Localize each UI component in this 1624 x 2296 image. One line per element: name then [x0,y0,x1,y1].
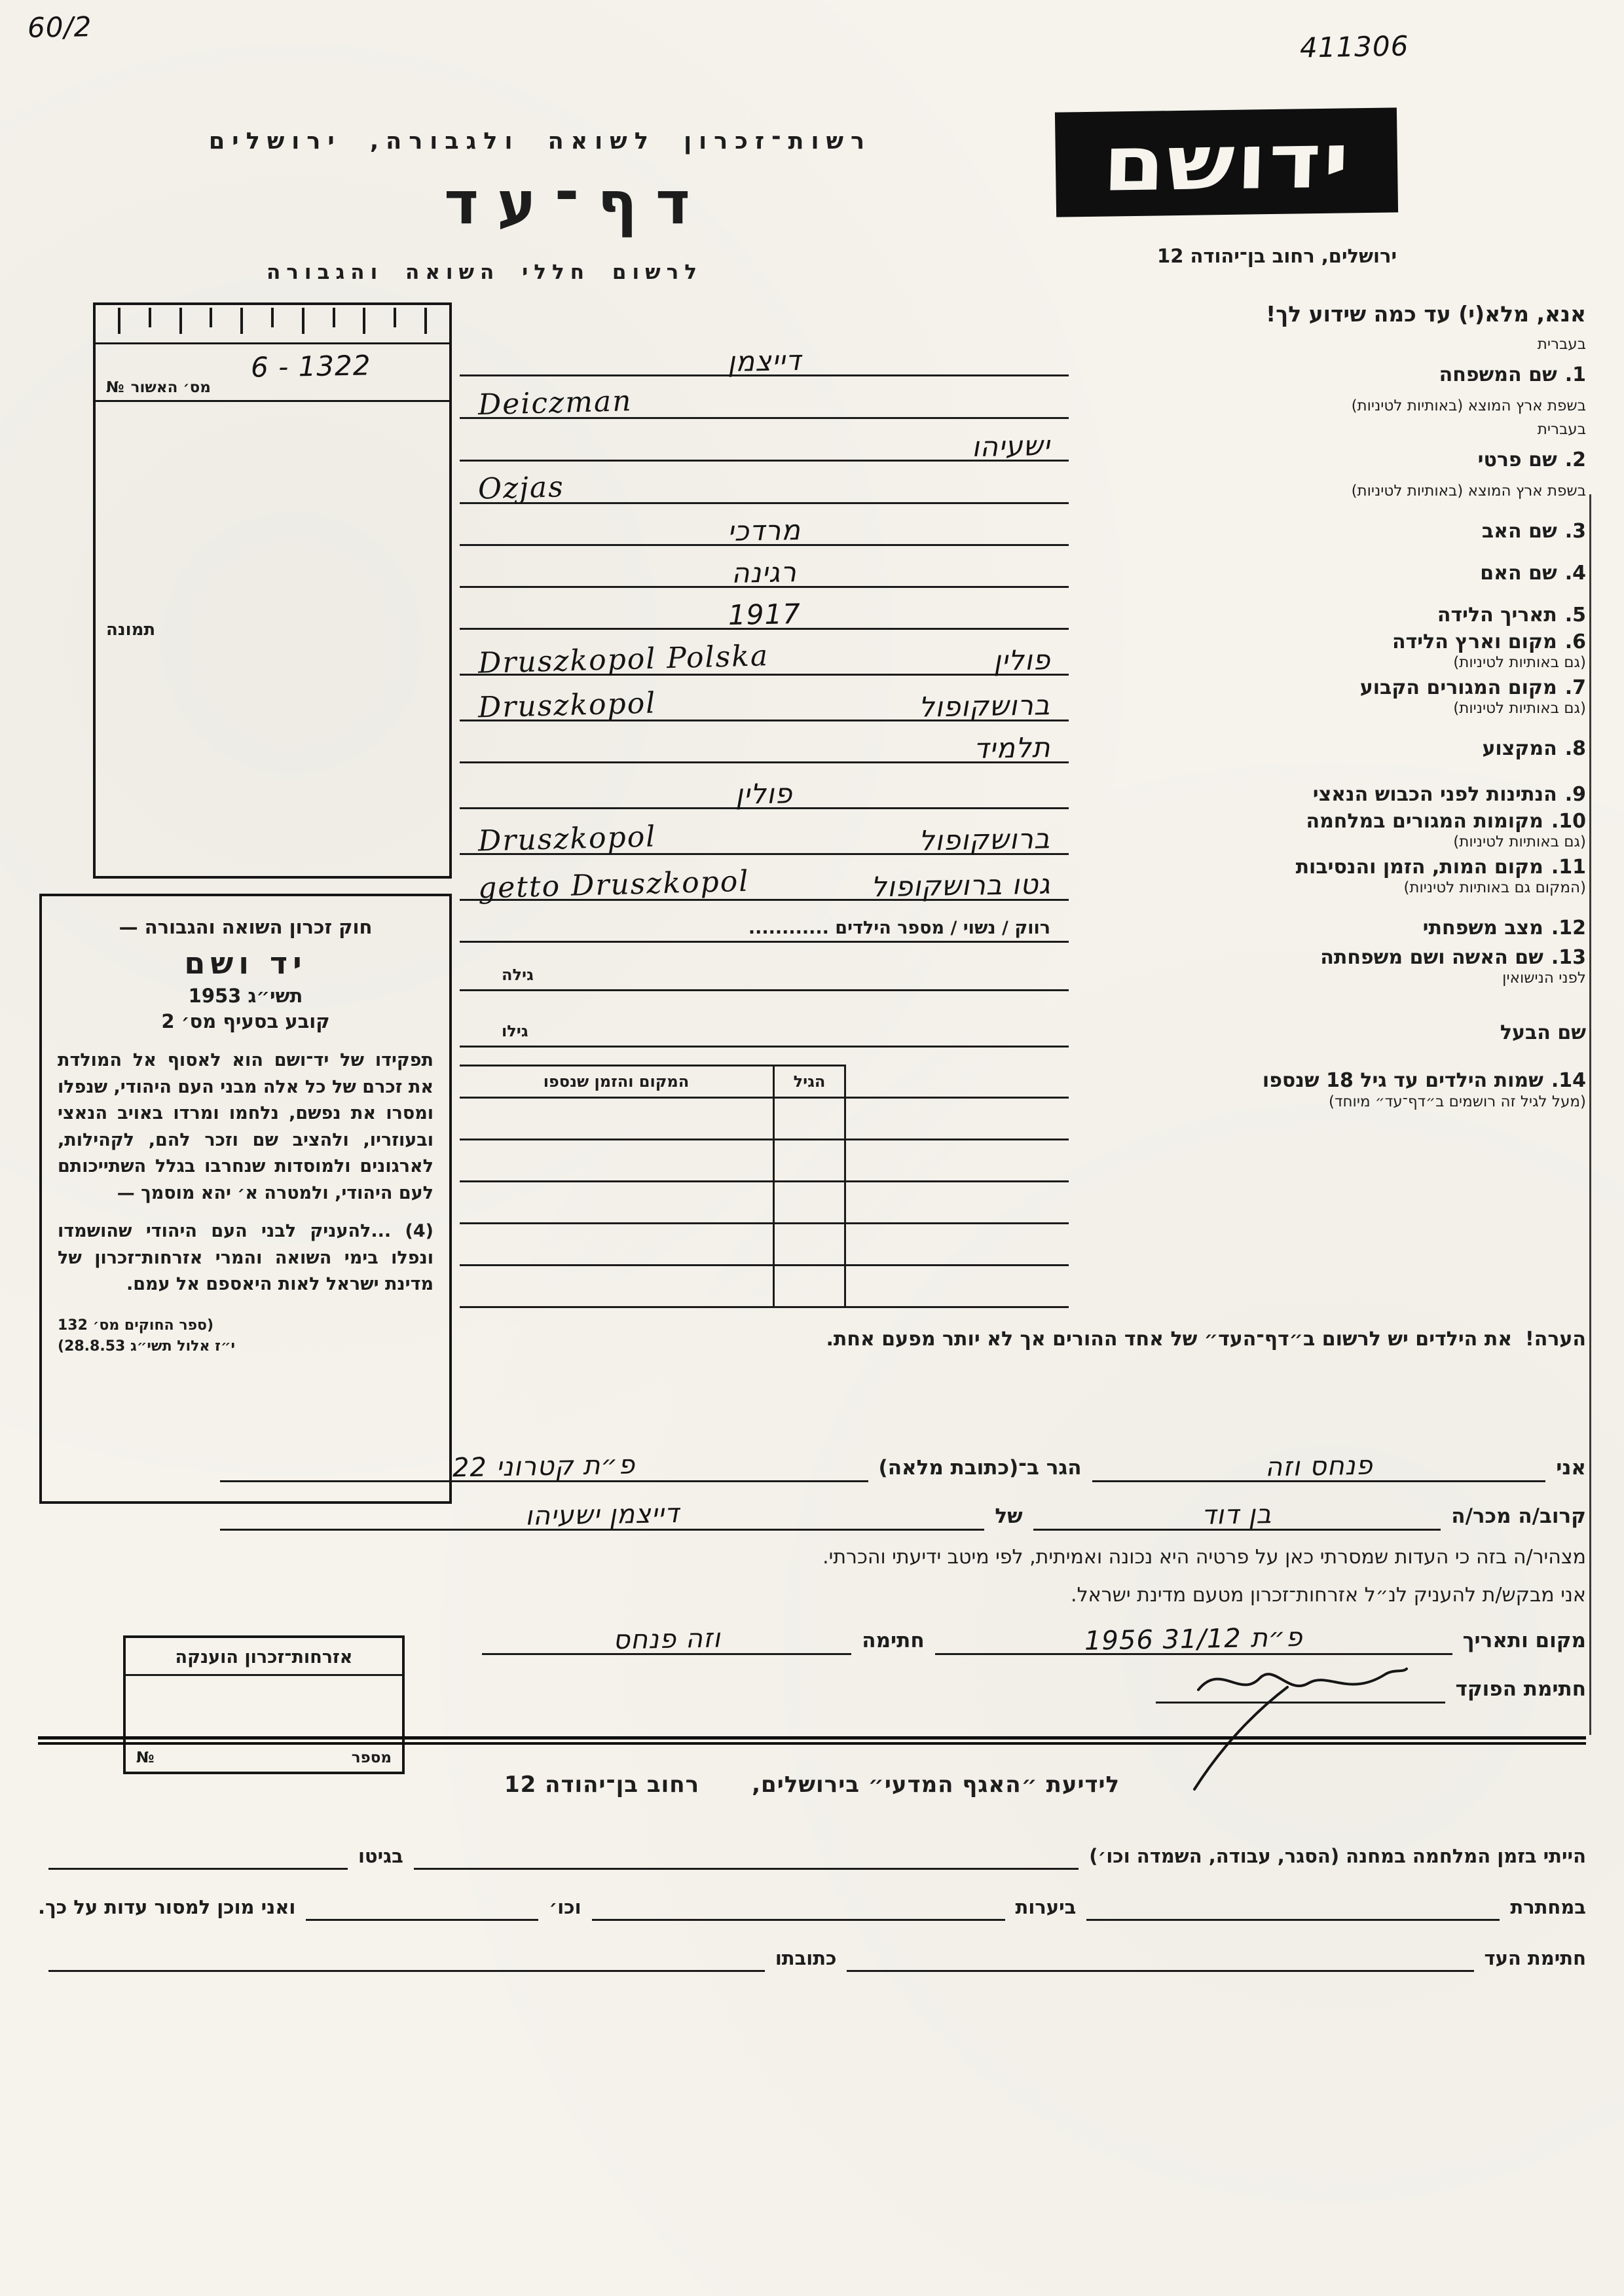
declaration-identity-row [210,1434,1586,1482]
photo-area [96,402,449,876]
declaration-statement-2: אני מבקש/ת להעניק לנ״ל אזרחות־זכרון מטעם מדינת ישראל. [1071,1584,1586,1607]
birth-place-latin-value: Druszkopol Polska [477,639,769,681]
birth-place-hebrew-value: פולין [993,644,1051,677]
scientific-division-section [38,1772,1586,1972]
field-number: 8. [1564,737,1586,760]
first-name-latin-value: Ozjas [477,470,565,506]
first-name-hebrew-line [460,419,1069,462]
authority-line: רשות־זכרון לשואה ולגבורה, ירושלים [208,128,872,155]
children-note [460,1328,1586,1351]
field-number: 5. [1564,603,1586,627]
field-label: שם פרטי [1477,448,1557,472]
field-children [460,1065,1586,1308]
citizenship-value: פולין [735,777,794,811]
bottom-title-a: לידיעת ״האגף המדעי״ בירושלים, [752,1772,1120,1798]
field-label: שם האם [1480,561,1557,585]
section-divider-double-rule [38,1736,1586,1745]
children-table-header [460,1065,1069,1099]
camp-label: הייתי בזמן המלחמה במחנה (הסגר, עבודה, השמדה וכו׳) [1089,1845,1586,1867]
field-label: מקום וארץ הלידה [1392,630,1557,653]
field-number: 6. [1564,630,1586,653]
approval-number-label: מס׳ האשור [130,379,211,396]
note-text: את הילדים יש לרשום ב״דף־העד״ של אחד ההורים אך לא יותר מפעם אחת. [826,1328,1513,1351]
stamp-number-label: מספר [351,1749,392,1766]
children-table-row [460,1182,1069,1224]
field-label: המקצוע [1482,737,1557,760]
stamp-title: אזרחות־זכרון הוענקה [126,1638,402,1676]
field-marital-status [460,901,1586,943]
field-number: 1. [1564,363,1586,387]
form-fields [460,334,1586,1351]
file-number-handwritten: 411306 [1299,29,1409,64]
field-label: שם המשפחה [1439,363,1557,387]
marital-status-options: רווק / נשוי / מספר הילדים ............ [748,918,1050,938]
field-label: מקום המות, הזמן והנסיבות [1295,855,1543,879]
field-sub-latin: (גם באותיות לטיניות) [1453,654,1586,672]
children-table-row [460,1266,1069,1308]
stamp-numero-sign: № [136,1749,155,1766]
field-label: שם האשה ושם משפחתה [1320,945,1543,969]
field-number: 3. [1564,519,1586,543]
stamp-body [126,1676,402,1744]
field-profession [460,721,1586,763]
law-year: תשי״ג 1953 [188,985,303,1008]
field-sub: (מעל לגיל זה רושמים ב״דף־עד״ מיוחד) [1329,1093,1586,1110]
fill-in-instruction: אנא, מלא(י) עד כמה שידוע לך! [1266,301,1586,327]
wartime-residence-hebrew-value: ברושקופול [918,822,1051,857]
field-wartime-residence [460,809,1586,858]
place-date-label: מקום ותאריך [1462,1629,1586,1652]
field-number: 11. [1551,855,1586,879]
law-citation-b: י״ז אלול תשי״ג 28.8.53) [58,1338,236,1355]
relation-label: קרוב/ה מכר/ה [1451,1504,1586,1528]
field-sub-latin: בשפת ארץ המוצא (באותיות לטיניות) [1351,483,1586,500]
wartime-residence-latin-value: Druszkopol [477,820,657,858]
family-name-latin-value: Deiczman [477,384,633,422]
ghetto-label: בגיטו [358,1845,403,1867]
field-sub-latin: (גם באותיות לטיניות) [1453,700,1586,718]
field-mother-name [460,546,1586,588]
children-table-row [460,1140,1069,1182]
field-birth-place [460,630,1586,681]
field-family-name [460,334,1586,422]
testify-label: ואני מוכן למסור עדות על כך. [38,1896,296,1918]
field-birth-date [460,588,1586,630]
witness-signature-row [38,1930,1586,1972]
field-label: שמות הילדים עד גיל 18 שנספו [1262,1069,1543,1092]
logo-text: ידושם [1101,116,1352,209]
field-sub-latin: (גם באותיות לטיניות) [1453,833,1586,851]
field-label: הנתינות לפני הכבוש הנאצי [1312,782,1557,806]
field-father-name [460,504,1586,546]
witness-addr-line [48,1930,765,1972]
residence-hebrew-value: ברושקופול [918,689,1051,723]
official-signature-scribble [1189,1661,1412,1702]
field-label: שם הבעל [1500,1021,1586,1044]
approval-number-row [96,344,449,402]
approval-photo-box [93,302,452,879]
witness-address-value: פ״ת קטרוני 22 [452,1449,636,1484]
ghetto-answer-line [48,1828,348,1870]
field-number: 13. [1551,945,1586,969]
father-name-value: מרדכי [727,514,802,548]
form-title: דף־עד [444,169,709,238]
forests-answer-line [592,1879,1005,1921]
address-label: הגר ב־(כתובת מלאה) [878,1456,1082,1480]
field-label: מצב משפחתי [1422,916,1543,939]
field-number: 7. [1564,676,1586,699]
etc-label: וכו׳ [549,1896,581,1918]
header-address: ירושלים, רחוב בן־יהודה 12 [1157,245,1397,267]
field-number: 10. [1551,809,1586,833]
family-name-latin-line [460,376,1069,422]
field-number: 12. [1551,916,1586,939]
place-date-value: פ״ת 31/12 1956 [1084,1622,1303,1656]
field-place-of-death [460,855,1586,905]
of-label: של [995,1504,1023,1528]
witness-declaration [210,1434,1586,1704]
law-body: תפקידו של יד־ושם הוא לאסוף אל המולדת את זכרם של כל אלה מבני העם היהודי, שנפלו ומסרו את נפשם, נלחמו ומרדו באויב הנאצי ובעוזריו, ולהציב שם וזכר להם, לקהילות, לארגונים ולמוסדות שנחרבו בגלל השתייכותם לעם היהודי, ולמטרה א׳ יהא מוסמך — [58,1050,434,1203]
first-name-hebrew-value: ישעיהו [971,429,1051,464]
children-table-row [460,1099,1069,1140]
witness-sig-line [847,1930,1473,1972]
field-label: מקומות המגורים במלחמה [1306,809,1543,833]
official-signature-row [471,1655,1586,1704]
forests-label: ביערות [1015,1896,1077,1918]
witness-addr-label: כתובתו [775,1947,837,1969]
field-number: 14. [1551,1069,1586,1092]
witness-name-value: פנחס וזה [1264,1450,1373,1483]
field-sub: לפני הנישואין [1502,970,1586,987]
approval-number-value: 1322 - 6 [250,349,371,384]
field-label: שם האב [1481,519,1557,543]
children-age-header: הגיל [773,1065,846,1099]
field-first-name [460,419,1586,504]
field-number: 2. [1564,448,1586,472]
witness-sig-label: חתימת העד [1484,1947,1586,1969]
underground-forests-row [38,1879,1586,1921]
right-margin-rule [1589,494,1591,1735]
signature-label: חתימה [862,1629,925,1652]
first-name-latin-line [460,462,1069,504]
official-signature-label: חתימת הפוקד [1455,1677,1586,1701]
citizenship-stamp-box [123,1635,405,1774]
subject-name-value: דייצמן ישעיהו [525,1498,680,1532]
numero-sign: № [106,379,124,396]
field-permanent-residence [460,676,1586,725]
field-sub-hebrew: בעברית [1537,421,1586,438]
field-label: תאריך הלידה [1437,603,1557,627]
law-citation-a: (ספר החוקים מס׳ 132 [58,1317,214,1334]
underground-answer-line [1086,1879,1500,1921]
photo-label: תמונה [106,620,156,640]
children-names-column [846,1065,1069,1099]
death-place-latin-value: getto Druszkopol [477,864,750,905]
law-section: קובע בסעיף מס׳ 2 [161,1010,330,1033]
field-sub-latin: (המקום גם באותיות לטיניות) [1403,879,1586,897]
declaration-statement-1: מצהיר/ה בזה כי העדות שמסרתי כאן על פרטיה היא נכונה ואמיתית, לפי מיטב ידיעתי והכרתי. [822,1546,1586,1569]
death-place-hebrew-value: גטו ברושקופול [870,867,1051,903]
field-number: 9. [1564,782,1586,806]
relation-value: בן דוד [1201,1499,1273,1531]
family-name-hebrew-line [460,334,1069,376]
bottom-title-b: רחוב בן־יהודה 12 [504,1772,700,1798]
her-age-tag: גילה [502,966,534,984]
field-sub-latin: בשפת ארץ המוצא (באותיות לטיניות) [1351,397,1586,415]
folio-handwritten-mark: 60/2 [27,10,92,44]
birth-date-value: 1917 [728,598,801,632]
field-number: 4. [1564,561,1586,585]
profession-value: תלמיד [973,731,1051,765]
mother-name-value: רגינה [731,556,798,589]
place-date-signature-row [471,1607,1586,1655]
his-age-tag: גילו [502,1022,528,1040]
residence-latin-value: Druszkopol [477,686,657,725]
declaration-relation-row [210,1482,1586,1531]
etc-answer-line [306,1879,538,1921]
note-label: הערה! [1525,1328,1586,1351]
camp-answer-line [414,1828,1079,1870]
form-subtitle: לרשום חללי השואה והגבורה [266,261,703,284]
law-clause: (4) ...להעניק לבני העם היהודי שהושמדו ונפלו בימי השואה והמרי אזרחות־זכרון של מדינת ישראל לאות היאספם אל עמם. [58,1221,434,1295]
law-yad-vashem: יד ושם [184,945,307,981]
family-name-hebrew-value: דייצמן [727,344,802,378]
law-citation-box [39,894,452,1504]
i-label: אני [1556,1456,1586,1480]
field-citizenship [460,763,1586,809]
field-label: מקום המגורים הקבוע [1359,676,1557,699]
tally-ticks [96,305,449,344]
camp-ghetto-row [38,1828,1586,1870]
underground-label: במחתרת [1510,1896,1586,1918]
children-place-header: המקום והזמן שנספו [460,1065,773,1099]
children-table [460,1065,1069,1308]
field-wife-name [460,943,1586,991]
law-heading: חוק זכרון השואה והגבורה — [119,916,373,938]
field-husband-name [460,991,1586,1048]
yad-vashem-logo [1055,107,1398,217]
witness-signature-value: וזה פנחס [612,1623,721,1656]
field-sub-hebrew: בעברית [1537,336,1586,353]
children-table-row [460,1224,1069,1266]
